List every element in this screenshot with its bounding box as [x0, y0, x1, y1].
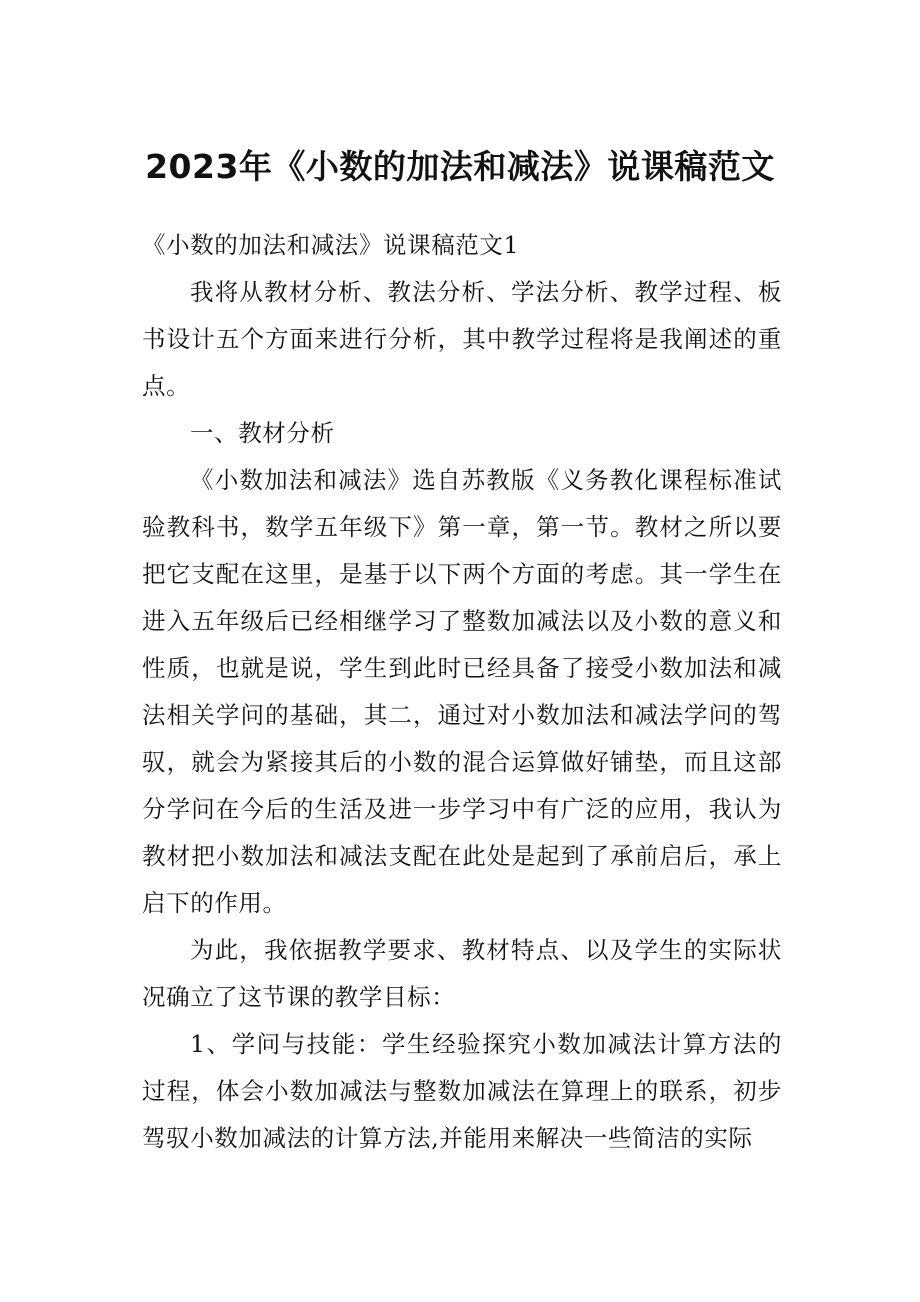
paragraph-teaching-goals-intro: 为此，我依据教学要求、教材特点、以及学生的实际状况确立了这节课的教学目标： [142, 936, 782, 1011]
paragraph-intro: 我将从教材分析、教法分析、学法分析、教学过程、板书设计五个方面来进行分析，其中教学过程将是我阐述的重点。 [142, 278, 782, 400]
document-title: 2023年《小数的加法和减法》说课稿范文 [145, 147, 775, 186]
document-body [142, 222, 782, 1162]
paragraph-textbook-analysis: 《小数加法和减法》选自苏教版《义务教化课程标准试验教科书，数学五年级下》第一章，第一节。教材之所以要把它支配在这里，是基于以下两个方面的考虑。其一学生在进入五年级后已经相继学习了整数加减法以及小数的意义和性质，也就是说，学生到此时已经具备了接受小数加法和减法相关学问的基础，其二，通过对小数加法和减法学问的驾驭，就会为紧接其后的小数的混合运算做好铺垫，而且这部分学问在今后的生活及进一步学习中有广泛的应用，我认为教材把小数加法和减法支配在此处是起到了承前启后，承上启下的作用。 [142, 466, 782, 917]
section-subtitle: 《小数的加法和减法》说课稿范文1 [142, 231, 520, 259]
section-heading-textbook-analysis: 一、教材分析 [190, 419, 335, 447]
paragraph-goal-knowledge-skills: 1、学问与技能：学生经验探究小数加减法计算方法的过程，体会小数加减法与整数加减法在算理上的联系，初步驾驭小数加减法的计算方法,并能用来解决一些简洁的实际 [142, 1030, 782, 1152]
